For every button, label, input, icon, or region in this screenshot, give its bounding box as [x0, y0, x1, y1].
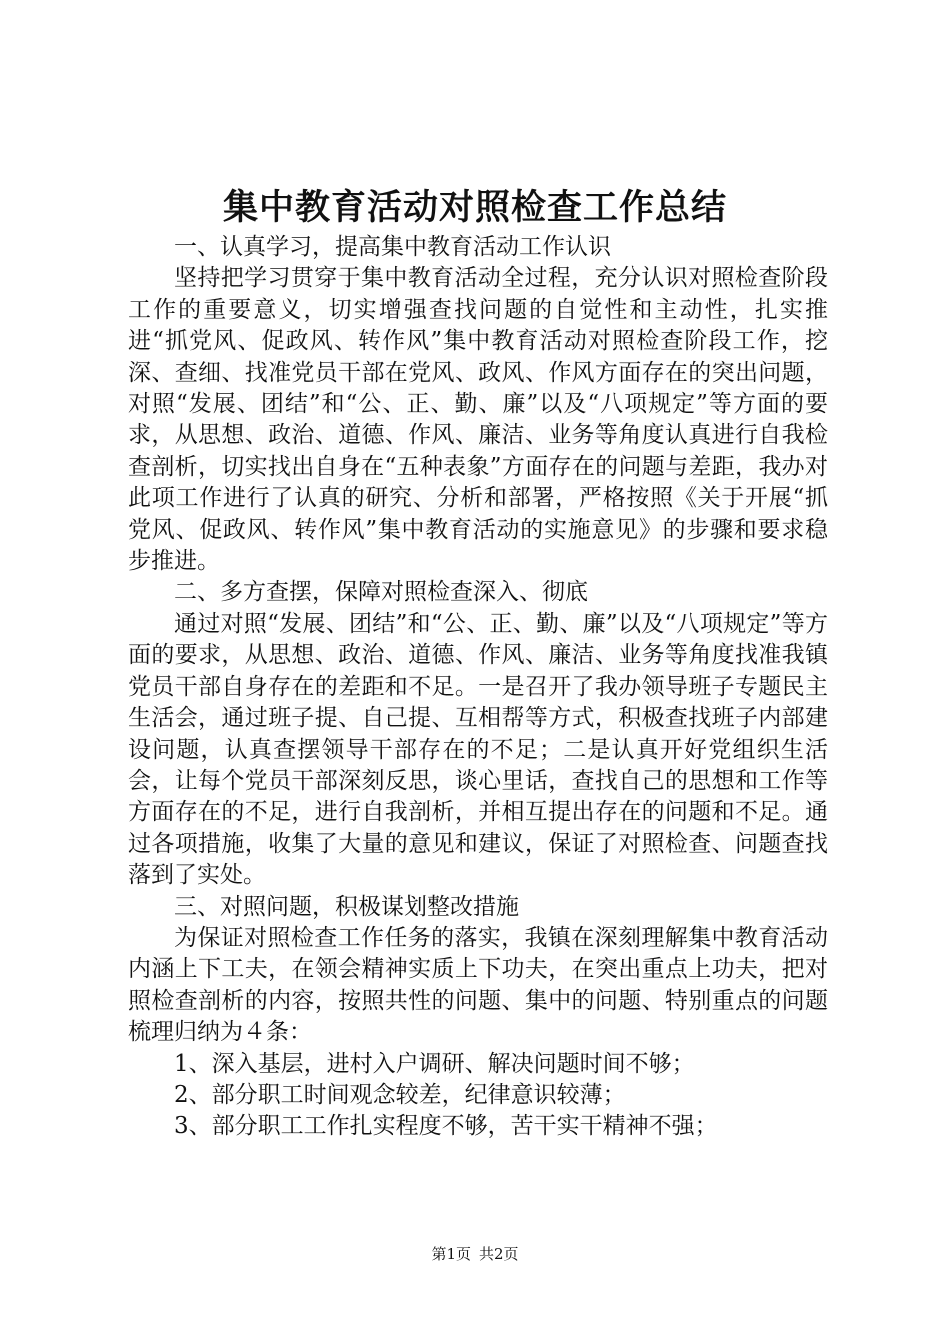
page-number: 第1页 — [431, 1245, 471, 1263]
section-heading-3: 三、对照问题，积极谋划整改措施 — [174, 893, 519, 920]
paragraph-2: 通过对照“发展、团结”和“公、正、勤、廉”以及“八项规定”等方面的要求，从思想、政治、道德、作风、廉洁、业务等角度找准我镇党员干部自身存在的差距和不足。一是召开了我办领导班子专题民主生活会，通过班子提、自己提、互相帮等方式，积极查找班子内部建设问题，认真查摆领导干部存在的不足；二是认真开好党组织生活会，让每个党员干部深刻反思，谈心里话，查找自己的思想和工作等方面存在的不足，进行自我剖析，并相互提出存在的问题和不足。通过各项措施，收集了大量的意见和建议，保证了对照检查、问题查找落到了实处。 — [128, 610, 828, 889]
list-item-1: 1、深入基层，进村入户调研、解决问题时间不够； — [174, 1050, 695, 1077]
list-item-3: 3、部分职工工作扎实程度不够，苦干实干精神不强； — [174, 1113, 718, 1140]
paragraph-1: 坚持把学习贯穿于集中教育活动全过程，充分认识对照检查阶段工作的重要意义，切实增强查找问题的自觉性和主动性，扎实推进“抓党风、促政风、转作风”集中教育活动对照检查阶段工作，挖深、查细、找准党员干部在党风、政风、作风方面存在的突出问题，对照“发展、团结”和“公、正、勤、廉”以及“八项规定”等方面的要求，从思想、政治、道德、作风、廉洁、业务等角度认真进行自我检查剖析，切实找出自身在“五种表象”方面存在的问题与差距，我办对此项工作进行了认真的研究、分析和部署，严格按照《关于开展“抓党风、促政风、转作风”集中教育活动的实施意见》的步骤和要求稳步推进。 — [128, 265, 828, 575]
paragraph-3: 为保证对照检查工作任务的落实，我镇在深刻理解集中教育活动内涵上下工夫，在领会精神实质上下功夫，在突出重点上功夫，把对照检查剖析的内容，按照共性的问题、集中的问题、特别重点的问题梳理归纳为４条： — [128, 924, 828, 1046]
section-heading-1: 一、认真学习，提高集中教育活动工作认识 — [174, 234, 611, 260]
page-footer — [0, 1244, 950, 1264]
list-item-2: 2、部分职工时间观念较差，纪律意识较薄； — [174, 1081, 626, 1108]
section-heading-2: 二、多方查摆，保障对照检查深入、彻底 — [174, 579, 588, 606]
page-total: 共2页 — [479, 1245, 519, 1263]
document-body — [128, 232, 828, 1143]
document-title: 集中教育活动对照检查工作总结 — [222, 188, 727, 228]
